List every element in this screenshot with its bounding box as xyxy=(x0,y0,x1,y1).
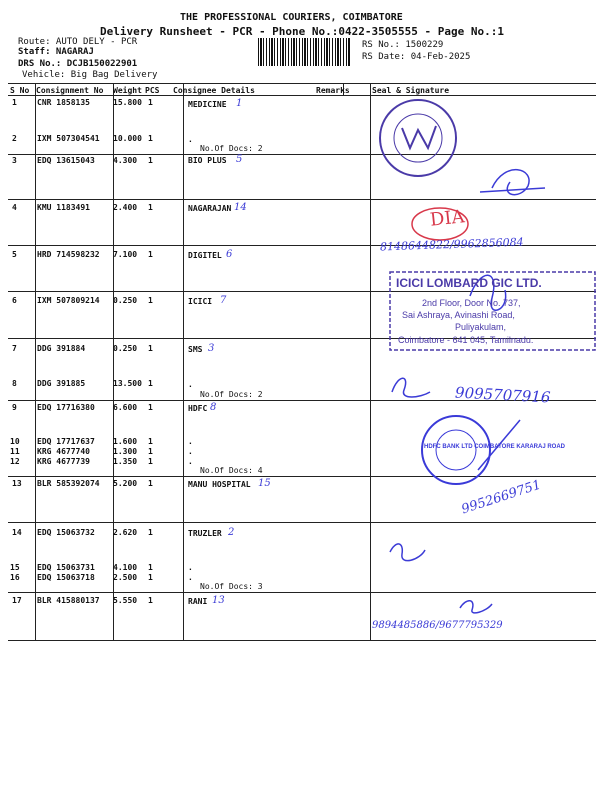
icici-stamp-line: Sai Ashraya, Avinashi Road, xyxy=(402,310,515,320)
icici-stamp-line: ICICI LOMBARD GIC LTD. xyxy=(396,276,542,290)
row-consignee: HDFC xyxy=(188,404,208,413)
col-header-pcs: PCS xyxy=(145,86,160,95)
row-consignment: KMU 1183491 xyxy=(37,203,90,212)
col-header-weight: Weight xyxy=(113,86,142,95)
row-docs-note: No.Of Docs: 3 xyxy=(200,582,263,591)
col-header-consignee: Consignee Details xyxy=(173,86,255,95)
row-weight: 4.300 xyxy=(113,156,138,165)
row-consignment: EDQ 15063732 xyxy=(37,528,95,537)
col-header-sno: S No xyxy=(10,86,30,95)
col-header-seal: Seal & Signature xyxy=(372,86,450,95)
row-weight: 10.000 xyxy=(113,134,142,143)
row-pcs: 1 xyxy=(148,250,153,259)
handwritten-mark: 14 xyxy=(234,202,247,213)
row-sno: 4 xyxy=(12,203,17,212)
row-sno: 10 11 12 xyxy=(10,437,20,466)
row-weight: 1.600 xyxy=(113,437,138,446)
row-consignee: TRUZLER xyxy=(188,529,222,538)
row-consignment: KRG 4677740 xyxy=(37,447,90,456)
row-consignment: DDG 391884 xyxy=(37,344,86,353)
row-pcs: 1 xyxy=(148,156,153,165)
row-pcs: 1 xyxy=(148,573,153,582)
hdfc-stamp-text: HDFC BANK LTD COIMBATORE KARARAJ ROAD xyxy=(424,444,565,450)
row-weight: 0.250 xyxy=(113,344,138,353)
row-consignment: EDQ 15063731 xyxy=(37,563,95,572)
row-consignee: BIO PLUS xyxy=(188,156,227,165)
row-weight: 4.100 xyxy=(113,563,138,572)
row-consignment: IXM 507809214 xyxy=(37,296,100,305)
row-consignment: EDQ 13615043 xyxy=(37,156,95,165)
row-sno: 1 xyxy=(12,98,17,107)
row-weight: 15.800 xyxy=(113,98,142,107)
signature-scribble xyxy=(460,601,492,613)
row-pcs: 1 xyxy=(148,379,153,388)
row-pcs: 1 xyxy=(148,528,153,537)
handwritten-phone: 9095707916 xyxy=(454,383,551,407)
row-weight: 13.500 xyxy=(113,379,142,388)
row-pcs: 1 xyxy=(148,479,153,488)
icici-stamp-line: 2nd Floor, Door No. 737, xyxy=(422,298,521,308)
handwritten-phone: 8148644822/9962856084 xyxy=(379,235,524,254)
row-consignment: BLR 585392074 xyxy=(37,479,100,488)
row-consignee: . . xyxy=(188,563,193,582)
sheet-title: Delivery Runsheet - PCR - Phone No.:0422-3505555 - Page No.:1 xyxy=(100,25,504,38)
row-sno: 17 xyxy=(12,596,22,605)
row-consignee: SMS xyxy=(188,345,203,354)
row-consignee: . . . xyxy=(188,437,193,466)
handwritten-mark: 2 xyxy=(228,527,235,538)
row-pcs: 1 xyxy=(148,296,153,305)
row-sno: 9 xyxy=(12,403,17,412)
row-sno: 13 xyxy=(12,479,22,488)
row-weight: 5.550 xyxy=(113,596,138,605)
row-consignment: CNR 1858135 xyxy=(37,98,90,107)
row-weight: 2.500 xyxy=(113,573,138,582)
row-consignment: DDG 391885 xyxy=(37,379,86,388)
row-sno: 8 xyxy=(12,379,17,388)
row-sno: 14 xyxy=(12,528,22,537)
row-pcs: 1 xyxy=(148,563,153,572)
row-sno: 6 xyxy=(12,296,17,305)
signature-scribble xyxy=(390,544,425,561)
col-header-consignment: Consignment No xyxy=(36,86,104,95)
rs-date: RS Date: 04-Feb-2025 xyxy=(362,52,471,62)
row-docs-note: No.Of Docs: 2 xyxy=(200,144,263,153)
row-weight: 2.620 xyxy=(113,528,138,537)
company-title: THE PROFESSIONAL COURIERS, COIMBATORE xyxy=(180,12,403,23)
row-pcs: 1 xyxy=(148,403,153,412)
row-consignee: NAGARAJAN xyxy=(188,204,232,213)
hdfc-stamp xyxy=(422,416,520,484)
vehicle: Vehicle: Big Bag Delivery xyxy=(22,70,158,80)
row-sno: 3 xyxy=(12,156,17,165)
row-consignment: HRD 714598232 xyxy=(37,250,100,259)
row-consignment: IXM 507304541 xyxy=(37,134,100,143)
row-sno: 15 16 xyxy=(10,563,20,582)
row-pcs: 1 xyxy=(148,203,153,212)
dia-stamp-text: DIA xyxy=(428,206,466,231)
handwritten-mark: 7 xyxy=(220,295,227,306)
row-sno: 2 xyxy=(12,134,17,143)
medicine-house-stamp xyxy=(380,100,456,176)
handwritten-mark: 3 xyxy=(208,343,215,354)
row-weight: 1.300 xyxy=(113,447,138,456)
row-sno: 7 xyxy=(12,344,17,353)
row-docs-note: No.Of Docs: 2 xyxy=(200,390,263,399)
handwritten-mark: 5 xyxy=(236,154,243,165)
row-consignment: EDQ 15063718 xyxy=(37,573,95,582)
row-pcs: 1 xyxy=(148,437,153,446)
row-pcs: 1 xyxy=(148,596,153,605)
row-pcs: 1 xyxy=(148,447,153,456)
row-consignee: . xyxy=(188,135,193,144)
row-weight: 5.200 xyxy=(113,479,138,488)
handwritten-mark: 6 xyxy=(226,249,233,260)
drs-number: DRS No.: DCJB150022901 xyxy=(18,59,138,69)
handwritten-mark: 13 xyxy=(212,595,225,606)
row-weight: 0.250 xyxy=(113,296,138,305)
icici-stamp-line: Coimbatore - 641 045, Tamilnadu. xyxy=(398,335,534,345)
col-header-remarks: Remarks xyxy=(316,86,350,95)
handwritten-phone: 9894485886/9677795329 xyxy=(372,620,503,631)
row-weight: 2.400 xyxy=(113,203,138,212)
icici-stamp-line: Puliyakulam, xyxy=(455,322,507,332)
row-consignee: . xyxy=(188,380,193,389)
row-consignment: EDQ 17716380 xyxy=(37,403,95,412)
row-consignee: DIGITEL xyxy=(188,251,222,260)
row-pcs: 1 xyxy=(148,134,153,143)
row-weight: 1.350 xyxy=(113,457,138,466)
row-consignee: MEDICINE xyxy=(188,100,227,109)
row-pcs: 1 xyxy=(148,457,153,466)
row-pcs: 1 xyxy=(148,344,153,353)
signature-scribble xyxy=(392,378,430,397)
rs-number: RS No.: 1500229 xyxy=(362,40,444,50)
row-weight: 7.100 xyxy=(113,250,138,259)
row-consignee: MANU HOSPITAL xyxy=(188,480,251,489)
handwritten-mark: 8 xyxy=(210,402,217,413)
handwritten-phone: 9952669751 xyxy=(459,477,544,518)
row-consignment: KRG 4677739 xyxy=(37,457,90,466)
row-pcs: 1 xyxy=(148,98,153,107)
handwritten-mark: 15 xyxy=(258,478,271,489)
handwritten-mark: 1 xyxy=(236,98,243,109)
row-docs-note: No.Of Docs: 4 xyxy=(200,466,263,475)
signature-scribble xyxy=(480,188,545,192)
row-sno: 5 xyxy=(12,250,17,259)
row-consignment: BLR 415880137 xyxy=(37,596,100,605)
route: Route: AUTO DELY - PCR xyxy=(18,37,138,47)
staff: Staff: NAGARAJ xyxy=(18,47,94,57)
row-consignment: EDQ 17717637 xyxy=(37,437,95,446)
row-weight: 6.600 xyxy=(113,403,138,412)
row-consignee: RANI xyxy=(188,597,208,606)
row-consignee: ICICI xyxy=(188,297,213,306)
